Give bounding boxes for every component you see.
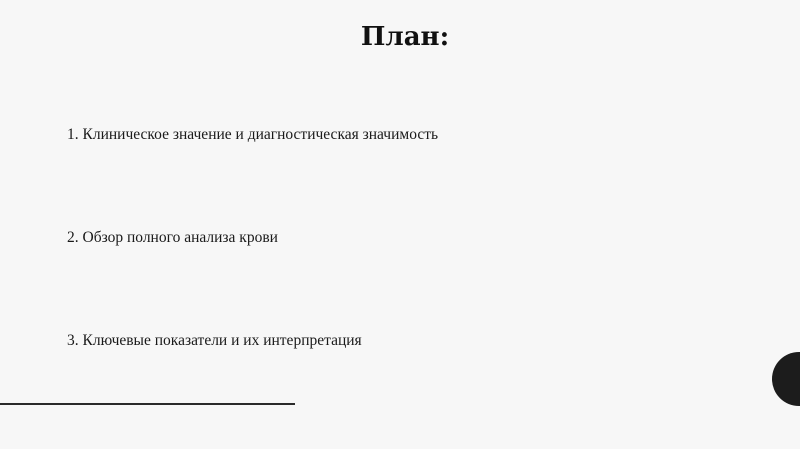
plan-item-1: 1. Клиническое значение и диагностическая значимость xyxy=(67,126,439,143)
decorative-circle-icon xyxy=(772,352,800,406)
decorative-divider-line xyxy=(0,403,295,405)
plan-item-2: 2. Обзор полного анализа крови xyxy=(67,229,278,246)
slide-title: План: xyxy=(360,22,450,52)
plan-item-3: 3. Ключевые показатели и их интерпретация xyxy=(67,332,362,349)
